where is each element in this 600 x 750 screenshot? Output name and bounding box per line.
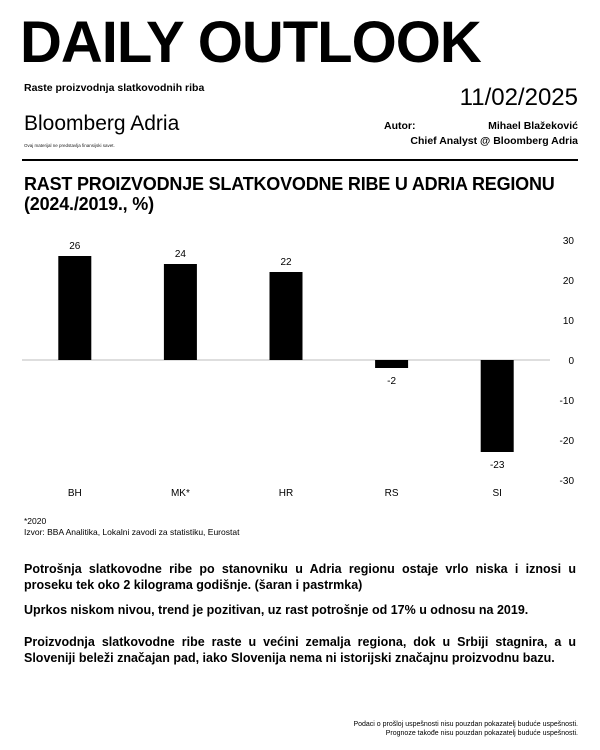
x-tick-label: MK* xyxy=(170,488,190,499)
y-tick-label: 0 xyxy=(568,356,574,367)
data-label: -2 xyxy=(387,376,397,387)
footer-disclaimer-past: Podaci o prošloj uspešnosti nisu pouzdan pokazatelj buduće uspešnosti. xyxy=(353,721,578,728)
bar-SI xyxy=(481,360,514,452)
data-label: 24 xyxy=(174,249,186,260)
brand-logo: Bloomberg Adria xyxy=(24,112,180,135)
header-divider xyxy=(22,159,578,161)
y-tick-label: 30 xyxy=(562,236,574,247)
author-name: Mihael Blažeković xyxy=(488,120,578,132)
y-tick-label: -20 xyxy=(559,436,574,447)
bar-HR xyxy=(270,272,303,360)
paragraph-trend: Uprkos niskom nivou, trend je pozitivan, uz rast potrošnje od 17% u odnosu na 2019. xyxy=(24,603,529,617)
y-tick-label: -10 xyxy=(559,396,574,407)
paragraph-production: Proizvodnja slatkovodne ribe raste u većini zemalja regiona, dok u Srbiji stagnira, a u Sloveniji beleži značajan pad, iako Slovenija nema ni istorijski značajnu proizvodnu bazu. xyxy=(24,635,576,665)
y-tick-label: 10 xyxy=(562,316,574,327)
report-date: 11/02/2025 xyxy=(459,84,578,111)
x-tick-label: RS xyxy=(384,488,399,499)
y-tick-label: -30 xyxy=(559,476,574,487)
data-label: 22 xyxy=(280,257,292,268)
paragraph-consumption: Potrošnja slatkovodne ribe po stanovniku u Adria regionu ostaje vrlo niska i iznosi u proseku tek oko 2 kilograma godišnje. (šaran i pastrmka) xyxy=(24,562,576,592)
author-label: Autor: xyxy=(384,120,416,132)
y-tick-label: 20 xyxy=(562,276,574,287)
bar-chart xyxy=(0,226,600,504)
report-subtitle: Raste proizvodnja slatkovodnih riba xyxy=(24,82,205,94)
footer-disclaimer-forecast: Prognoze takođe nisu pouzdan pokazatelj buduće uspešnosti. xyxy=(385,730,578,737)
x-tick-label: BH xyxy=(67,488,82,499)
bar-MK xyxy=(164,264,197,360)
chart-title: RAST PROIZVODNJE SLATKOVODNE RIBE U ADRIA REGIONU (2024./2019., %) xyxy=(24,174,555,214)
x-tick-label: HR xyxy=(278,488,294,499)
bar-RS xyxy=(375,360,408,368)
chart-source: Izvor: BBA Analitika, Lokalni zavodi za statistiku, Eurostat xyxy=(24,527,240,537)
chart-footnote: *2020 xyxy=(24,516,47,526)
data-label: 26 xyxy=(69,241,81,252)
data-label: -23 xyxy=(489,460,505,471)
disclaimer-text: Ovaj materijal ne predstavlja finansijski savet. xyxy=(24,143,115,148)
x-tick-label: SI xyxy=(492,488,502,499)
bar-BH xyxy=(58,256,91,360)
masthead-title: DAILY OUTLOOK xyxy=(20,10,481,75)
author-title: Chief Analyst @ Bloomberg Adria xyxy=(410,135,578,147)
